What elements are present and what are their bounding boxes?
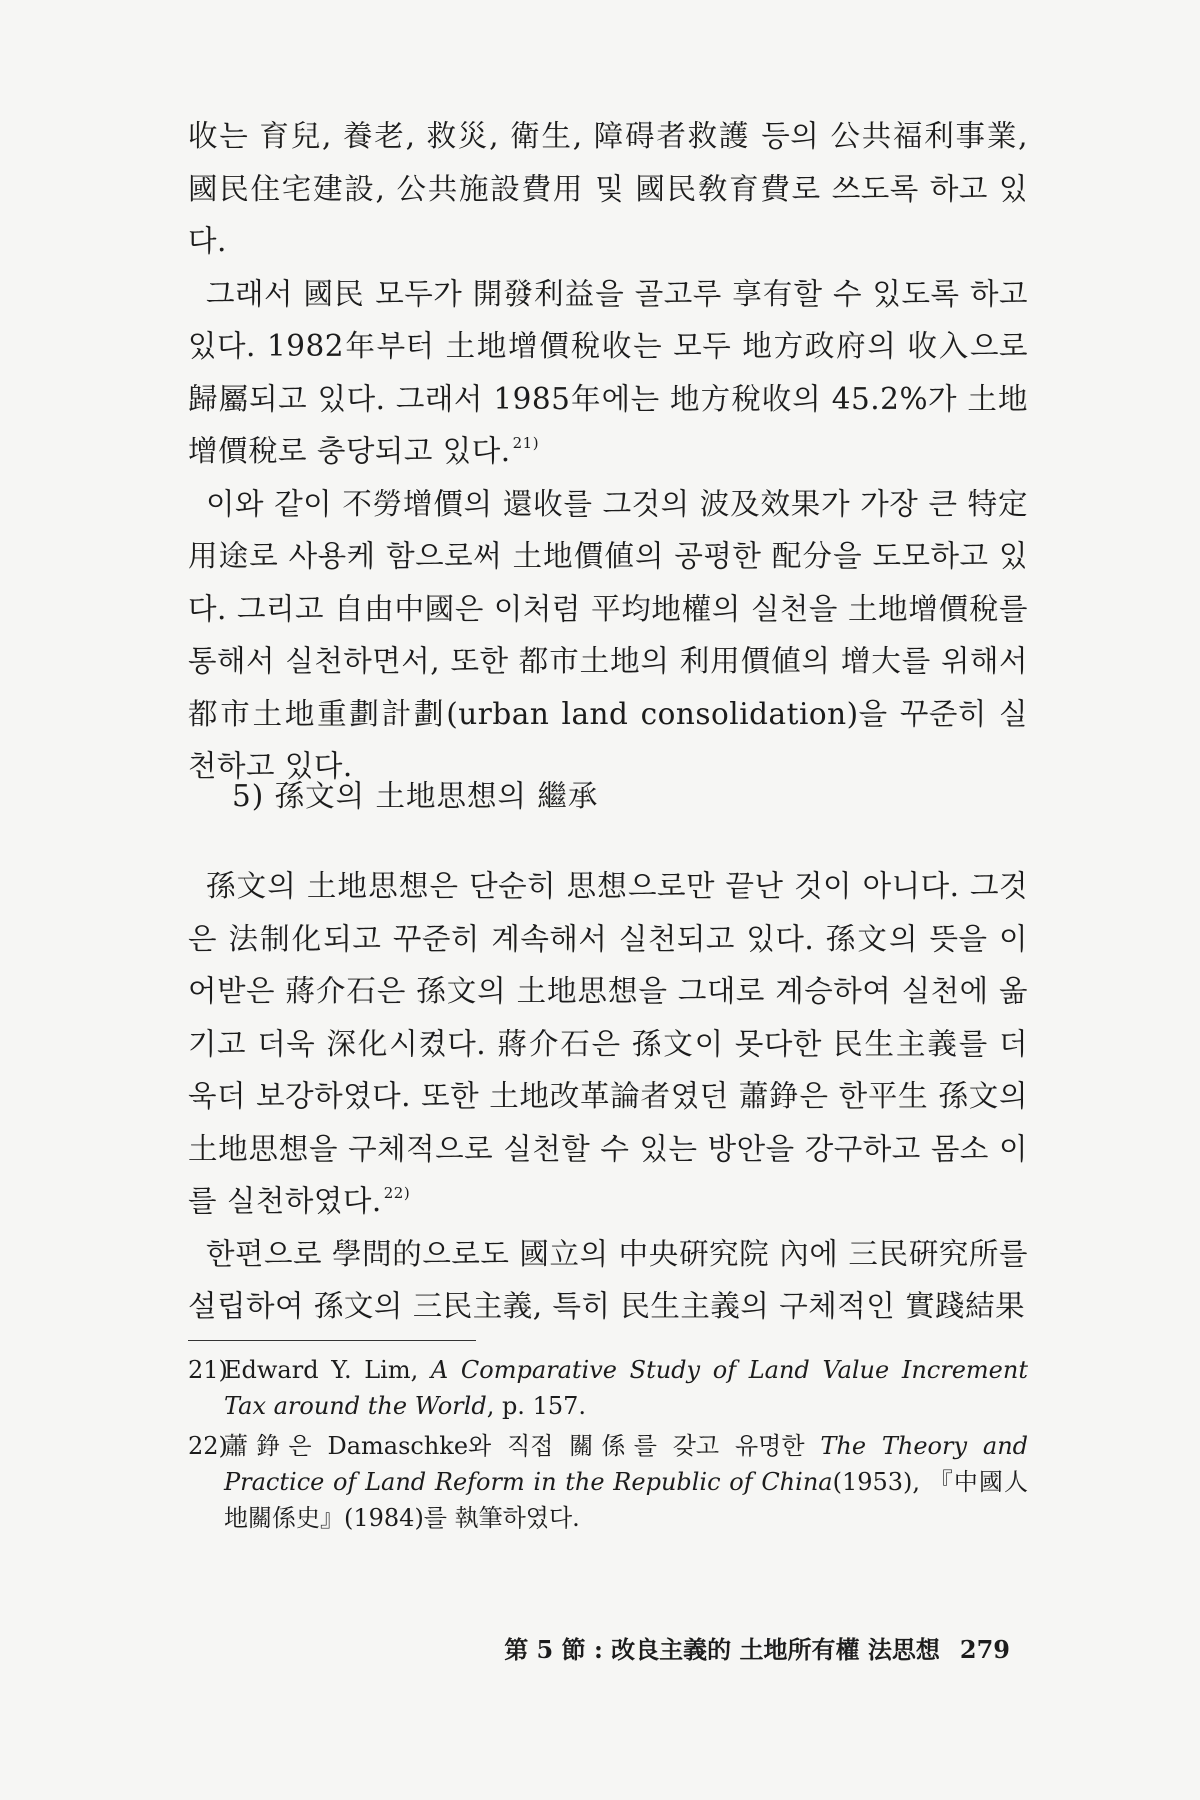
paragraph: 한편으로 學問的으로도 國立의 中央硏究院 內에 三民硏究所를 설립하여 孫文의 三民主義, 특히 民生主義의 구체적인 實踐結果	[188, 1236, 1028, 1323]
footnote-lead: 蕭錚은 Damaschke와 직접 關係를 갖고 유명한	[224, 1432, 805, 1460]
footnote-title: A Comparative Study of Land Value Increment Tax around the World	[224, 1356, 1028, 1420]
footnote-author: Edward Y. Lim,	[224, 1356, 419, 1384]
page-number: 279	[959, 1635, 1010, 1664]
footnote-22	[188, 1428, 1028, 1536]
footnote-number: 21)	[188, 1356, 228, 1384]
footnote-tail: (1953), 『中國人地關係史』(1984)를 執筆하였다.	[224, 1468, 1029, 1532]
paragraph-continued: 收는 育兒, 養老, 救災, 衛生, 障碍者救護 등의 公共福利事業, 國民住宅建設, 公共施設費用 및 國民敎育費로 쓰도록 하고 있다.	[188, 119, 1028, 258]
main-text-upper	[188, 110, 1028, 793]
running-title: 第 5 節 : 改良主義的 土地所有權 法思想	[504, 1635, 940, 1664]
paragraph	[188, 860, 1028, 1228]
paragraph-text: 그래서 國民 모두가 開發利益을 골고루 享有할 수 있도록 하고 있다. 1982年부터 土地增價稅收는 모두 地方政府의 收入으로 歸屬되고 있다. 그래서 1985年에는 地方稅收의 45.2%가 土地增價稅로 충당되고 있다.	[188, 276, 1028, 468]
section-heading: 5) 孫文의 土地思想의 繼承	[232, 779, 599, 813]
footnote-21	[188, 1352, 1028, 1424]
footnote-number: 22)	[188, 1432, 228, 1460]
paragraph	[188, 268, 1028, 478]
paragraph: 이와 같이 不勞增價의 還收를 그것의 波及效果가 가장 큰 特定用途로 사용케 함으로써 土地價値의 공평한 配分을 도모하고 있다. 그리고 自由中國은 이처럼 平均地權의 실천을 土地增價稅를 통해서 실천하면서, 또한 都市土地의 利用價値의 增大를 위해서 都市土地重劃計劃(urban land consolidation)을 꾸준히 실천하고 있다.	[188, 486, 1028, 783]
footnotes	[188, 1352, 1028, 1540]
footnote-ref-21: 21)	[512, 434, 540, 452]
footnote-tail: , p. 157.	[486, 1392, 587, 1420]
footnote-title: The Theory and Practice of Land Reform in the Republic of China	[224, 1432, 1029, 1496]
page-footer	[504, 1634, 1010, 1666]
main-text-lower	[188, 860, 1028, 1333]
paragraph-text: 孫文의 土地思想은 단순히 思想으로만 끝난 것이 아니다. 그것은 法制化되고 꾸준히 계속해서 실천되고 있다. 孫文의 뜻을 이어받은 蔣介石은 孫文의 土地思想을 그대로 계승하여 실천에 옮기고 더욱 深化시켰다. 蔣介石은 孫文이 못다한 民生主義를 더욱더 보강하였다. 또한 土地改革論者였던 蕭錚은 한平生 孫文의 土地思想을 구체적으로 실천할 수 있는 방안을 강구하고 몸소 이를 실천하였다.	[188, 869, 1028, 1218]
footnote-ref-22: 22)	[383, 1184, 411, 1202]
footnote-divider	[188, 1340, 476, 1341]
